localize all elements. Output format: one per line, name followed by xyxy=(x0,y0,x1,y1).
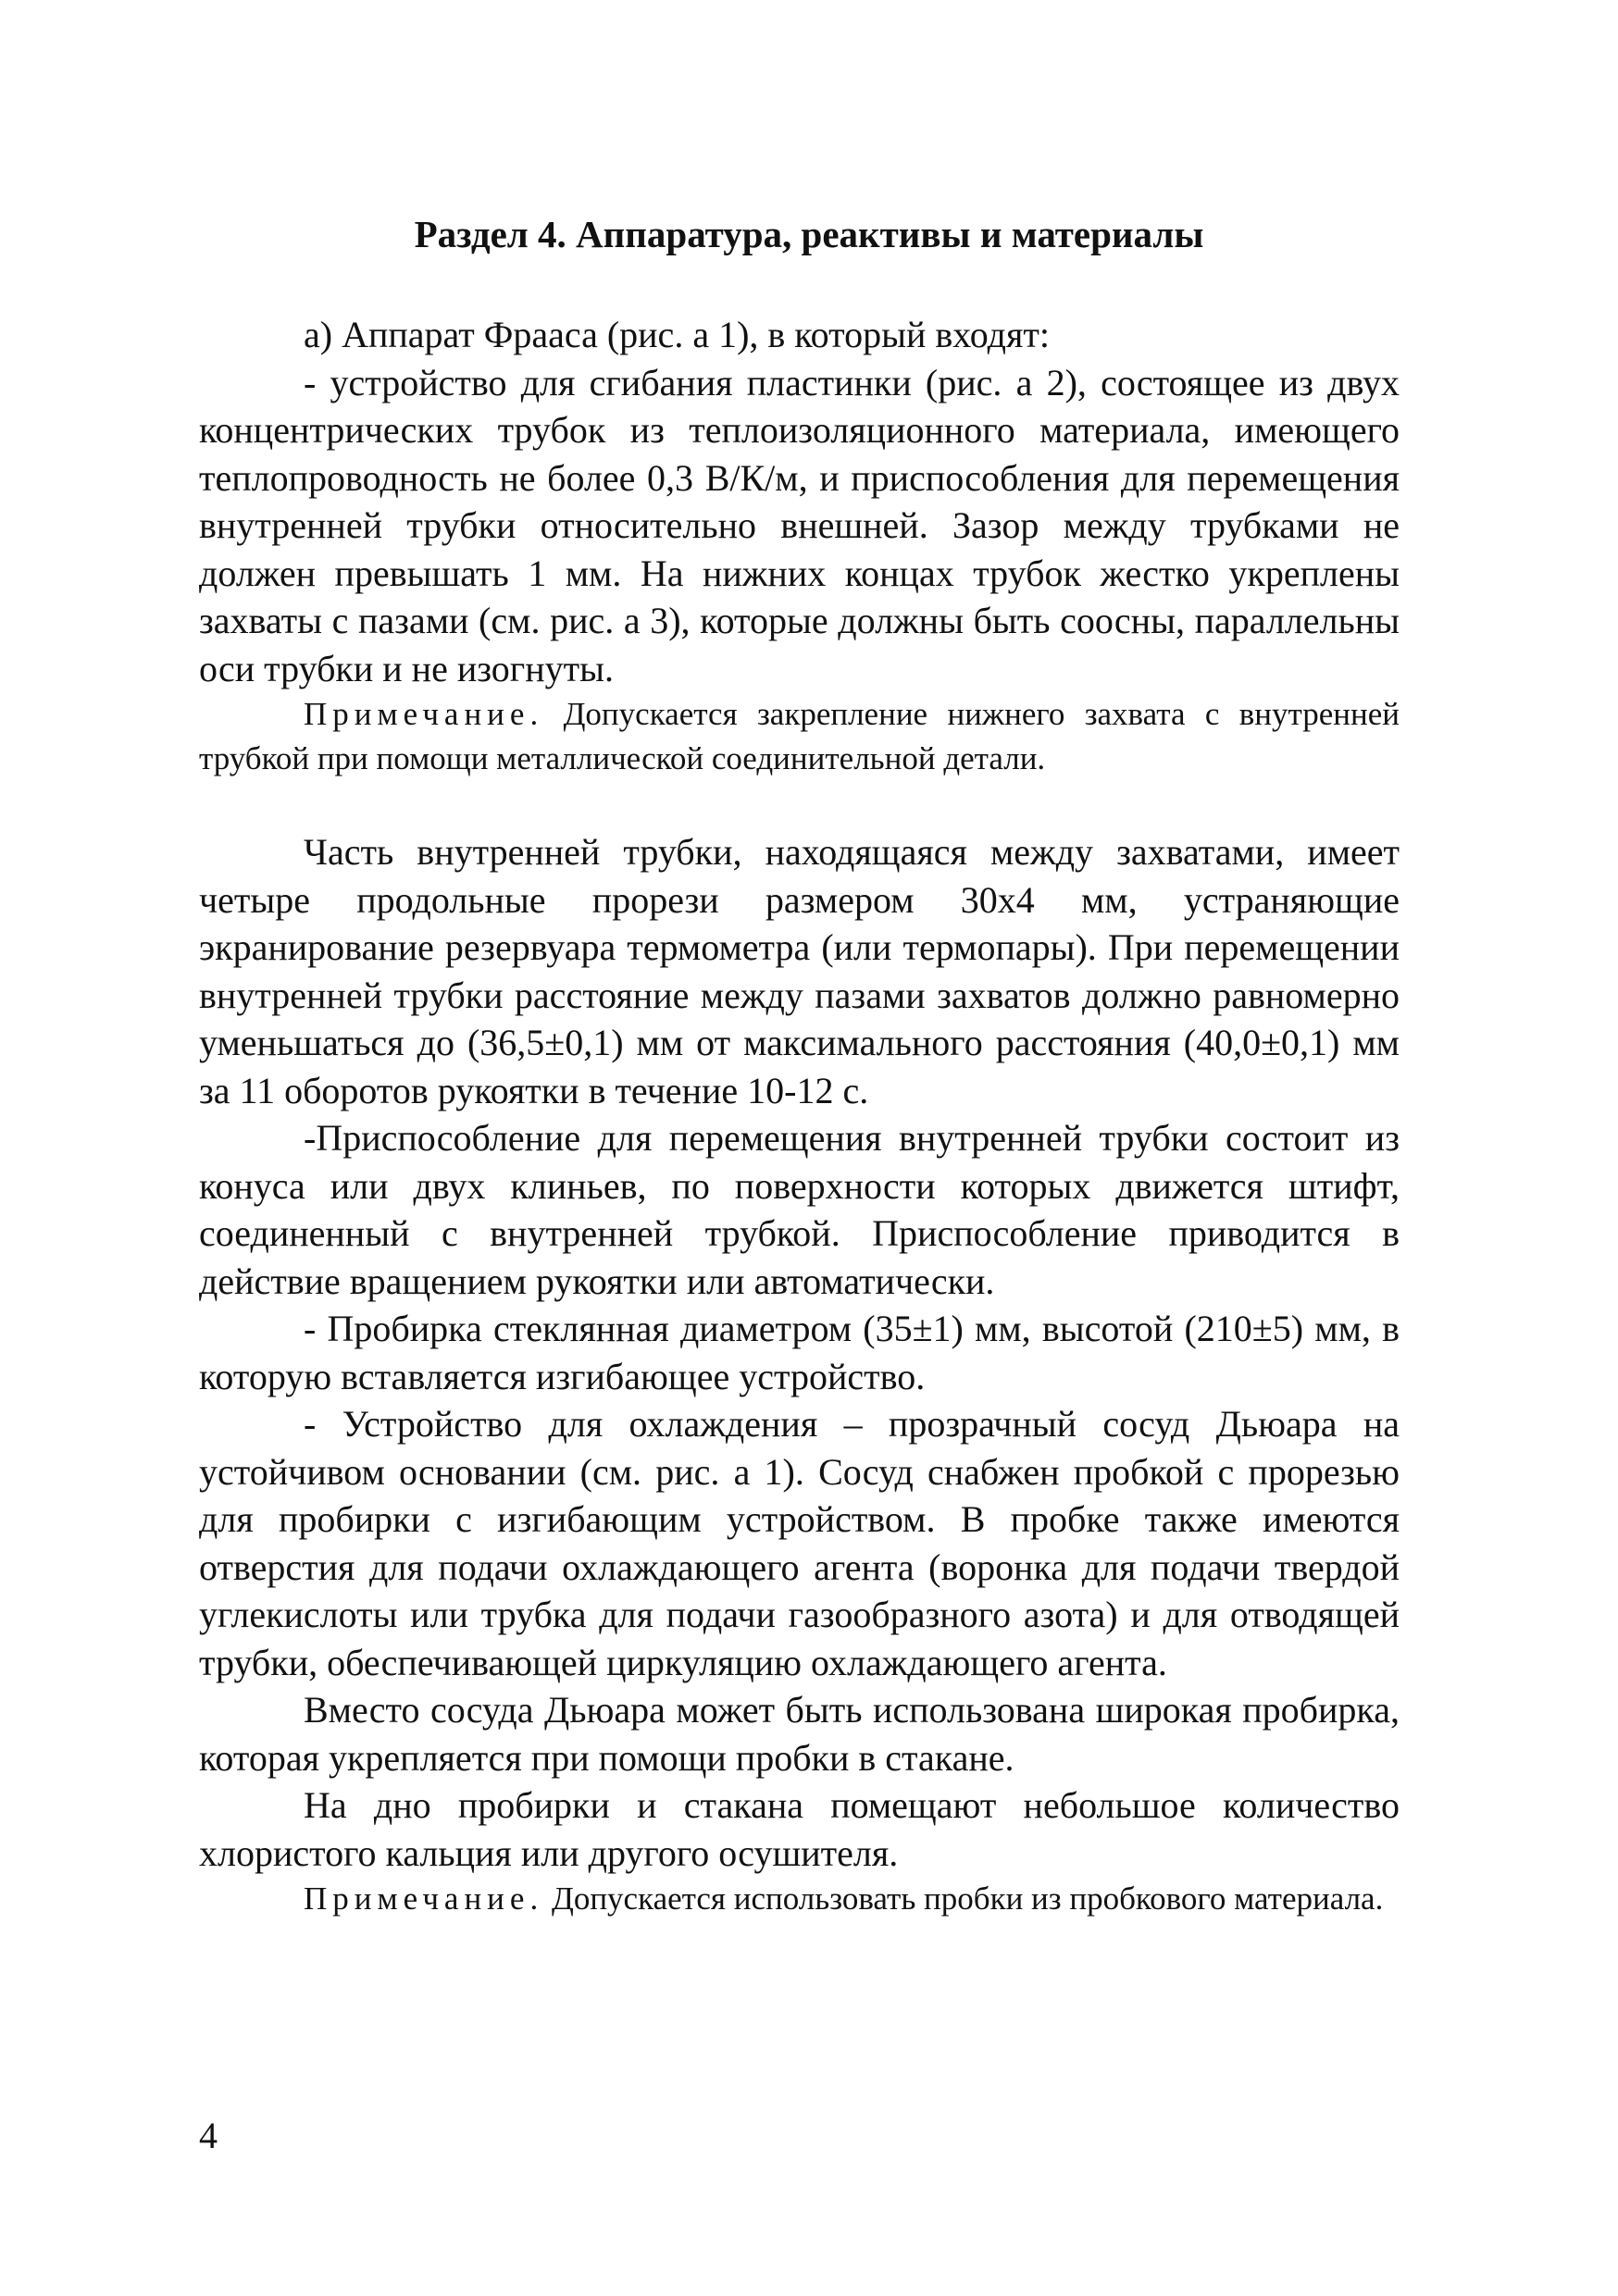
paragraph-moving-device: -Приспособление для перемещения внутренней трубки состоит из конуса или двух клиньев, по поверхности которых движется штифт, соединенный с внутренней трубкой. Приспособление приводится в действие вращением рукоятки или автоматически. xyxy=(199,1117,1400,1302)
note-label: Примечание. xyxy=(304,696,544,732)
bending-device-paragraph: - устройство для сгибания пластинки (рис. а 2), состоящее из двух концентрических трубок из теплоизоляционного материала, имеющего теплопроводность не более 0,3 В/К/м, и приспособления для перемещения внутренней трубки относительно внешней. Зазор между трубками не должен превышать 1 мм. На нижних концах трубок жестко укреплены захваты с пазами (см. рис. а 3), которые должны быть соосны, параллельны оси трубки и не изогнуты. xyxy=(199,361,1400,689)
description-block xyxy=(199,828,1400,1921)
note-2 xyxy=(199,1877,1400,1921)
apparatus-block xyxy=(199,311,1400,781)
note-label: Примечание. xyxy=(304,1880,544,1917)
paragraph-cooling-device: - Устройство для охлаждения – прозрачный сосуд Дьюара на устойчивом основании (см. рис. а 1). Сосуд снабжен пробкой с прорезью для пробирки с изгибающим устройством. В пробке также имеются отверстия для подачи охлаждающего агента (воронка для подачи твердой углекислоты или трубка для подачи газообразного азота) и для отводящей трубки, обеспечивающей циркуляцию охлаждающего агента. xyxy=(199,1403,1400,1683)
paragraph-inner-tube: Часть внутренней трубки, находящаяся между захватами, имеет четыре продольные прорези размером 30х4 мм, устраняющие экранирование резервуара термометра (или термопары). При перемещении внутренней трубки расстояние между пазами захватов должно равномерно уменьшаться до (36,5±0,1) мм от максимального расстояния (40,0±0,1) мм за 11 оборотов рукоятки в течение 10-12 с. xyxy=(199,831,1400,1111)
apparatus-intro: а) Аппарат Фрааса (рис. а 1), в который входят: xyxy=(304,314,1050,355)
paragraph-desiccant: На дно пробирки и стакана помещают небольшое количество хлористого кальция или другого осушителя. xyxy=(199,1784,1400,1874)
note-text: Допускается использовать пробки из пробкового материала. xyxy=(551,1880,1384,1917)
section-title: Раздел 4. Аппаратура, реактивы и материалы xyxy=(414,213,1204,255)
page-number: 4 xyxy=(199,2115,218,2156)
paragraph-dewar-alternative: Вместо сосуда Дьюара может быть использована широкая пробирка, которая укрепляется при помощи пробки в стакане. xyxy=(199,1689,1400,1779)
note-1 xyxy=(199,692,1400,781)
note-text: Допускается закрепление нижнего захвата с внутренней трубкой при помощи металлической соединительной детали. xyxy=(199,696,1400,776)
paragraph-test-tube: - Пробирка стеклянная диаметром (35±1) мм, высотой (210±5) мм, в которую вставляется изгибающее устройство. xyxy=(199,1308,1400,1397)
